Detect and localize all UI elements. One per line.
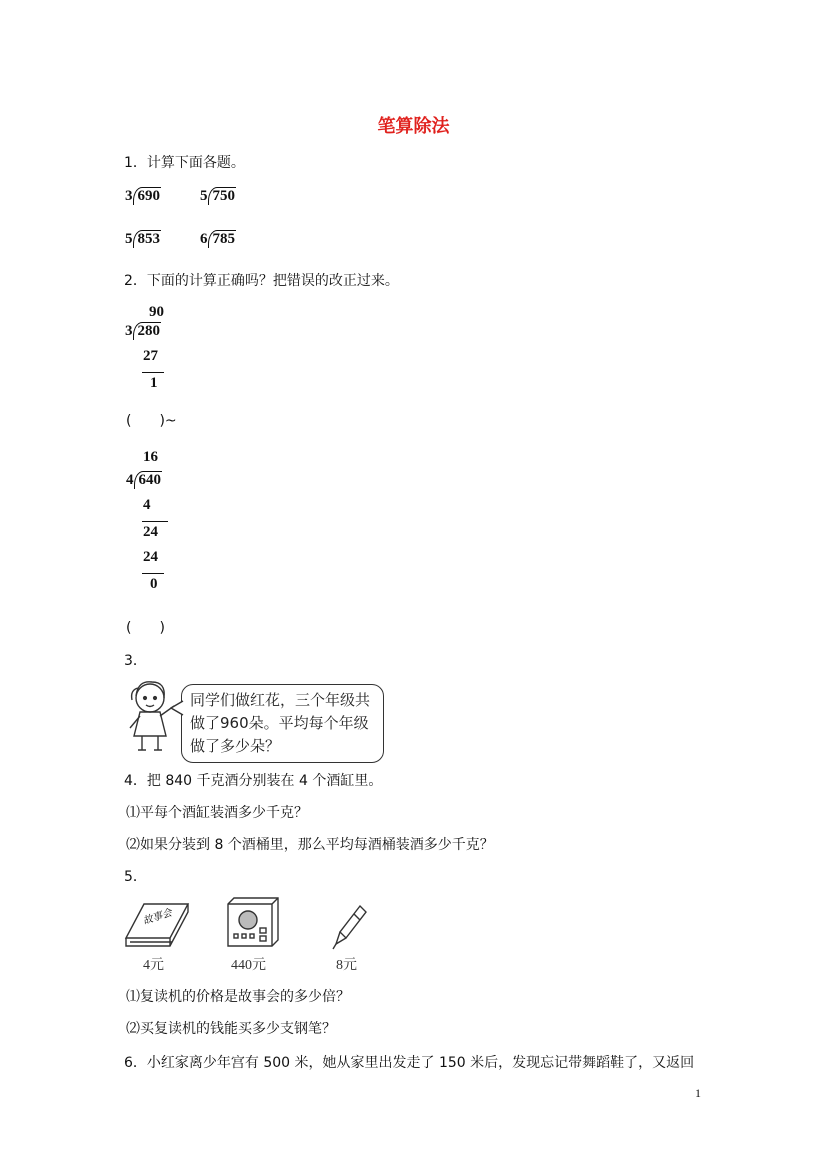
page-number: 1: [695, 1086, 701, 1100]
dividend: 280: [133, 322, 162, 340]
dividend: 690: [133, 187, 162, 205]
division-line: [142, 372, 164, 373]
divisor: 3: [125, 188, 133, 204]
partial-dividend: 24: [143, 524, 158, 540]
answer-blank-1[interactable]: ( )~: [126, 413, 177, 429]
question-6-text: 6．小红家离少年宫有 500 米，她从家里出发走了 150 米后，发现忘记带舞蹈鞋了，又返回: [124, 1055, 695, 1071]
question-4-sub1: ⑴平每个酒缸装酒多少千克？: [126, 805, 308, 821]
fountain-pen-icon: [330, 902, 370, 952]
divisor: 5: [200, 188, 208, 204]
long-division-1: [125, 322, 161, 340]
question-5-sub2: ⑵买复读机的钱能买多少支钢笔？: [126, 1021, 336, 1037]
quotient-1: 90: [149, 304, 164, 320]
repeater-machine-icon: [224, 894, 280, 950]
divisor: 5: [125, 231, 133, 247]
question-4-text: 4．把 840 千克酒分别装在 4 个酒缸里。: [124, 773, 383, 789]
subtrahend: 4: [143, 497, 151, 513]
divisor: 3: [125, 323, 133, 339]
answer-blank-2[interactable]: ( ): [126, 620, 165, 636]
question-5-text: 5．: [124, 869, 147, 885]
question-3-text: 3．: [124, 653, 147, 669]
bubble-line: 做了960朵。平均每个年级: [190, 714, 369, 732]
speech-bubble: [181, 684, 384, 763]
book-price: 4元: [143, 958, 164, 973]
dividend: 750: [208, 187, 237, 205]
division-problem-3: [125, 230, 161, 248]
bubble-line: 做了多少朵？: [190, 737, 281, 755]
division-problem-1: [125, 187, 161, 205]
divisor: 4: [126, 472, 134, 488]
repeater-price: 440元: [231, 958, 266, 973]
dividend: 853: [133, 230, 162, 248]
subtrahend: 27: [143, 348, 158, 364]
bubble-line: 同学们做红花，三个年级共: [190, 691, 371, 709]
question-2-text: 2．下面的计算正确吗？把错误的改正过来。: [124, 273, 399, 289]
subtrahend: 24: [143, 549, 158, 565]
quotient-2: 16: [143, 449, 158, 465]
page-title: 笔算除法: [377, 116, 450, 137]
divisor: 6: [200, 231, 208, 247]
long-division-2: [126, 471, 162, 489]
bubble-tail: [170, 700, 184, 716]
question-4-sub2: ⑵如果分装到 8 个酒桶里，那么平均每酒桶装酒多少千克？: [126, 837, 494, 853]
division-line: [142, 521, 168, 522]
dividend: 785: [208, 230, 237, 248]
question-5-sub1: ⑴复读机的价格是故事会的多少倍？: [126, 989, 350, 1005]
book-cover-label: 故事会: [141, 907, 174, 928]
question-1-text: 1．计算下面各题。: [124, 155, 245, 171]
division-line: [142, 573, 164, 574]
pen-price: 8元: [336, 958, 357, 973]
division-problem-2: [200, 187, 236, 205]
division-problem-4: [200, 230, 236, 248]
remainder: 0: [150, 576, 158, 592]
dividend: 640: [134, 471, 163, 489]
remainder: 1: [150, 375, 158, 391]
